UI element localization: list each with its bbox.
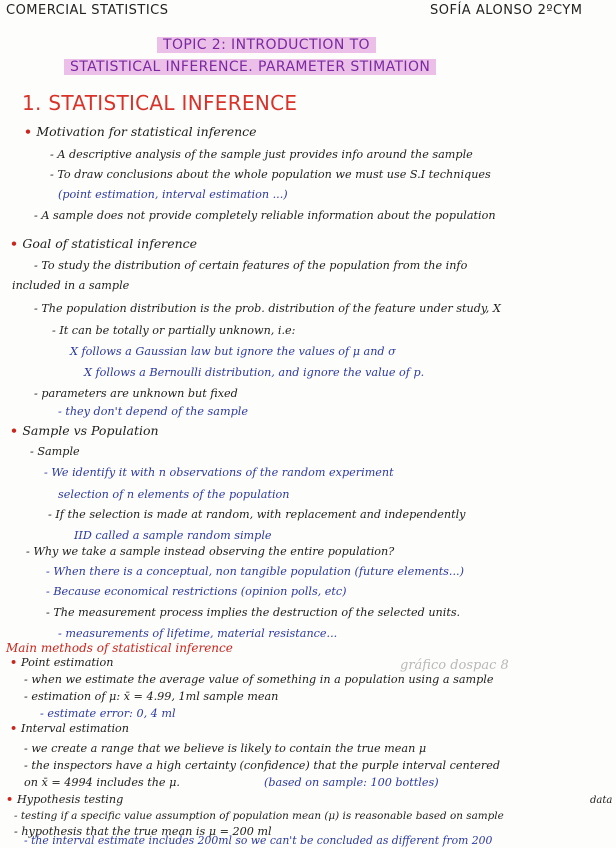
course-title: COMERCIAL STATISTICS (6, 3, 169, 18)
note-line: - It can be totally or partially unknown, i.e: (52, 324, 296, 337)
section-heading: 1. STATISTICAL INFERENCE (22, 91, 298, 115)
margin-note: gráfico dospac 8 (400, 658, 509, 673)
heading-interval-text: Interval estimation (21, 722, 129, 735)
heading-sample-vs-population: • Sample vs Population (10, 423, 159, 438)
note-line: - If the selection is made at random, with replacement and independently (48, 508, 466, 521)
note-line: - estimation of μ: x̄ = 4.99, 1ml sample mean (24, 690, 279, 703)
note-line: - we create a range that we believe is likely to contain the true mean μ (24, 742, 427, 755)
note-line: - The population distribution is the prob. distribution of the feature under study, X (34, 302, 501, 315)
heading-motivation: • Motivation for statistical inference (24, 124, 257, 139)
note-line: - they don't depend of the sample (58, 405, 248, 418)
heading-sample-text: Sample vs Population (22, 423, 159, 438)
note-line: X follows a Bernoulli distribution, and ignore the value of p. (84, 366, 425, 379)
note-line: X follows a Gaussian law but ignore the values of μ and σ (70, 345, 396, 358)
note-line: (based on sample: 100 bottles) (264, 776, 439, 789)
note-line: - Because economical restrictions (opinion polls, etc) (46, 585, 347, 598)
note-line: - when we estimate the average value of something in a population using a sample (24, 673, 494, 686)
note-line: - estimate error: 0, 4 ml (40, 707, 176, 720)
heading-hypothesis-text: Hypothesis testing (17, 793, 124, 806)
note-line: - Sample (30, 445, 80, 458)
note-line: - measurements of lifetime, material resistance... (58, 627, 338, 640)
heading-hypothesis-testing: • Hypothesis testing (6, 792, 124, 806)
note-line: (point estimation, interval estimation ...) (58, 188, 288, 201)
note-line: - Why we take a sample instead observing the entire population? (26, 545, 395, 558)
note-line: - When there is a conceptual, non tangible population (future elements...) (46, 565, 464, 578)
heading-interval-estimation: • Interval estimation (10, 721, 129, 735)
note-line: - A descriptive analysis of the sample just provides info around the sample (50, 148, 473, 161)
note-line: included in a sample (12, 279, 130, 292)
heading-main-methods: Main methods of statistical inference (6, 641, 233, 655)
margin-note: data (590, 795, 613, 806)
note-line: on x̄ = 4994 includes the μ. (24, 776, 180, 789)
heading-goal: • Goal of statistical inference (10, 236, 198, 251)
topic-title-line1: TOPIC 2: INTRODUCTION TO (157, 37, 376, 53)
note-line: - testing if a specific value assumption of population mean (μ) is reasonable based on sample (14, 810, 504, 822)
topic-title-line2: STATISTICAL INFERENCE. PARAMETER STIMATION (64, 59, 436, 75)
heading-goal-text: Goal of statistical inference (22, 236, 198, 251)
note-line: - parameters are unknown but fixed (34, 387, 238, 400)
note-line: - To draw conclusions about the whole population we must use S.I techniques (50, 168, 491, 181)
heading-point-text: Point estimation (21, 656, 114, 669)
note-line: selection of n elements of the population (58, 488, 290, 501)
note-line: - hypothesis that the true mean is μ = 200 ml (14, 825, 272, 838)
heading-motivation-text: Motivation for statistical inference (36, 124, 257, 139)
note-line: IID called a sample random simple (74, 529, 272, 542)
note-line: - The measurement process implies the destruction of the selected units. (46, 606, 461, 619)
note-line: - We identify it with n observations of the random experiment (44, 466, 394, 479)
heading-point-estimation: • Point estimation (10, 655, 114, 669)
note-line: - A sample does not provide completely reliable information about the population (34, 209, 496, 222)
note-line: - the inspectors have a high certainty (confidence) that the purple interval centered (24, 759, 500, 772)
note-line: - the interval estimate includes 200ml so we can't be concluded as different from 200 (24, 834, 493, 847)
author-name: SOFÍA ALONSO 2ºCYM (430, 3, 583, 18)
note-line: - To study the distribution of certain features of the population from the info (34, 259, 468, 272)
